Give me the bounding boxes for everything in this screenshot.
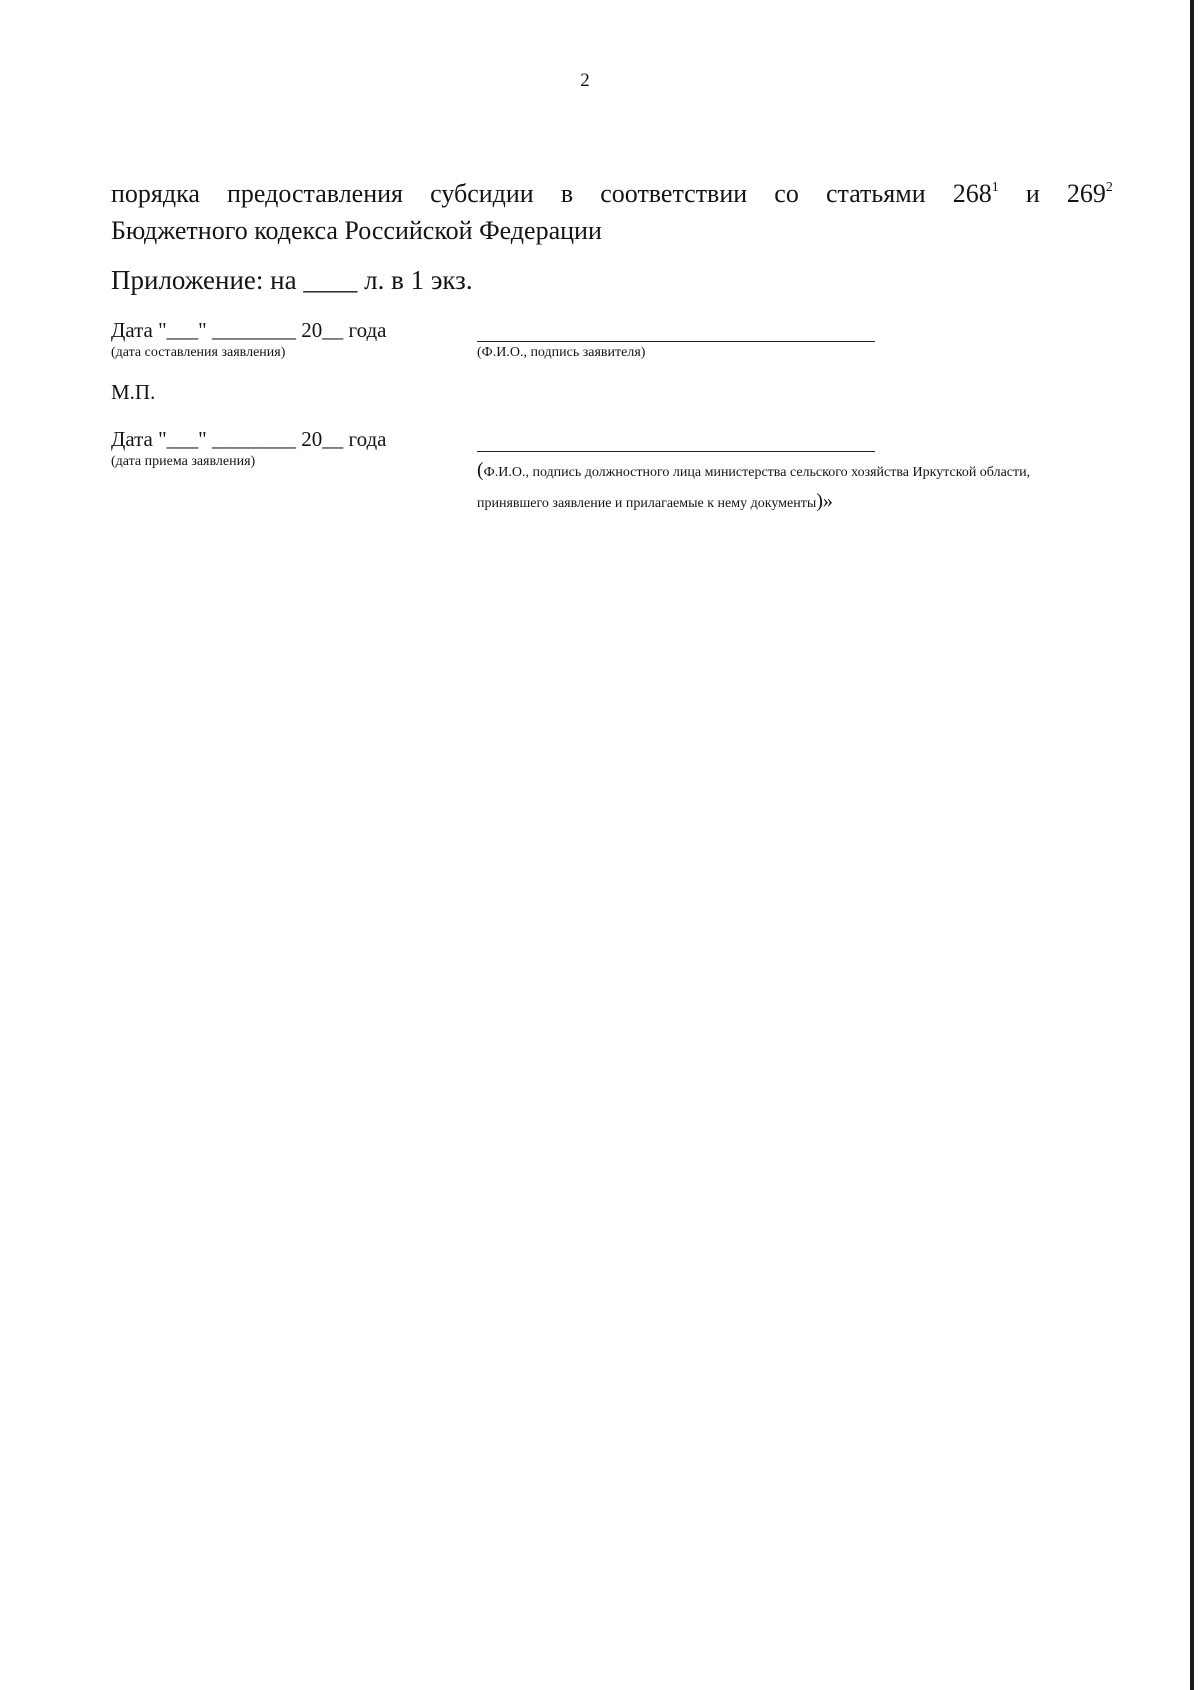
receipt-date-line: Дата "___" ________ 20__ года	[111, 427, 387, 451]
conjunction: и	[1025, 179, 1040, 208]
receipt-date-caption: (дата приема заявления)	[111, 454, 256, 469]
closing-quote: »	[822, 490, 833, 512]
paragraph	[111, 178, 1113, 247]
applicant-signature-caption: (Ф.И.О., подпись заявителя)	[477, 345, 646, 360]
page-number: 2	[580, 70, 590, 91]
applicant-signature-line	[477, 341, 875, 342]
article-superscript: 1	[991, 180, 999, 195]
article-number: 268	[952, 179, 992, 208]
word: порядка	[111, 179, 200, 208]
paragraph-line-1	[111, 178, 1113, 215]
page-edge	[1190, 0, 1194, 1690]
word: статьями	[825, 179, 926, 208]
appendix-line: Приложение: на ____ л. в 1 экз.	[111, 265, 473, 295]
paragraph-line-2: Бюджетного кодекса Российской Федерации	[111, 216, 602, 245]
word: соответствии	[600, 179, 748, 208]
article-number: 269	[1066, 179, 1106, 208]
official-signature-caption	[477, 456, 1127, 518]
official-caption-line-1: Ф.И.О., подпись должностного лица министерства сельского хозяйства Иркутской области,	[483, 465, 1031, 480]
paren-close: )	[816, 490, 823, 512]
word: со	[774, 179, 799, 208]
word: предоставления	[227, 179, 403, 208]
application-date-caption: (дата составления заявления)	[111, 345, 286, 360]
paren-open: (	[477, 459, 484, 481]
word: субсидии	[430, 179, 534, 208]
word: в	[560, 179, 574, 208]
article-268	[953, 178, 999, 215]
official-signature-line	[477, 451, 875, 452]
article-269	[1067, 178, 1113, 215]
application-date-line: Дата "___" ________ 20__ года	[111, 318, 387, 342]
article-superscript: 2	[1105, 180, 1113, 195]
stamp-place: М.П.	[111, 380, 156, 404]
official-caption-line-2: принявшего заявление и прилагаемые к нему документы	[477, 496, 817, 511]
